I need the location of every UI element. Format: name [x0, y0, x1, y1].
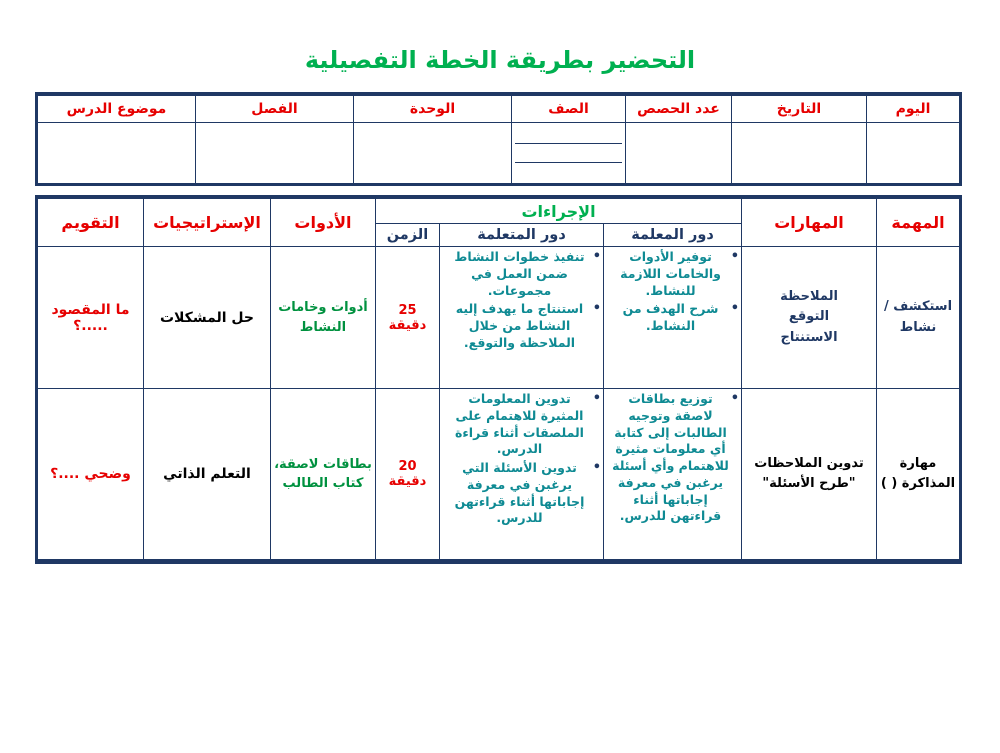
- grade-subrows: [515, 124, 622, 182]
- list-item: • توزيع بطاقات لاصقة وتوجيه الطالبات إلى كتابة أي معلومات مثيرة للاهتمام وأي أسئلة يرغبن في معرفة إجاباتها أثناء قراءتهن للدرس.: [609, 391, 732, 525]
- list-item: مهارة: [899, 455, 937, 471]
- evaluation-cell: وضحي ....؟: [36, 389, 143, 562]
- col-header-procedures: الإجراءات: [375, 197, 741, 224]
- task-cell: [877, 247, 961, 389]
- info-header-lesson-topic: موضوع الدرس: [37, 94, 196, 123]
- teacher-role-list: [607, 248, 738, 335]
- learner-role-list: [443, 390, 600, 527]
- tools-cell: بطاقات لاصقة، كتاب الطالب: [270, 389, 375, 562]
- learner-role-cell: [440, 389, 604, 562]
- info-table: [35, 92, 962, 186]
- list-item: استكشف /: [883, 299, 953, 315]
- list-item: نشاط: [899, 319, 937, 335]
- task-cell: [877, 389, 961, 562]
- plan-row-explore-activity: [36, 247, 960, 389]
- list-item: • تدوين المعلومات المثيرة للاهتمام على الملصقات أثناء قراءة الدرس.: [445, 391, 594, 458]
- info-header-lessons-count: عدد الحصص: [626, 94, 732, 123]
- info-cell-lessons-count: [626, 123, 732, 185]
- col-header-evaluation: التقويم: [36, 197, 143, 247]
- list-item: • تدوين الأسئلة التي يرغبن في معرفة إجاباتها أثناء قراءتهن للدرس.: [445, 460, 594, 527]
- col-header-skills: المهارات: [742, 197, 877, 247]
- col-header-strategies: الإستراتيجيات: [143, 197, 270, 247]
- info-cell-lesson-topic: [37, 123, 196, 185]
- evaluation-cell: ما المقصود .....؟: [36, 247, 143, 389]
- learner-role-cell: [440, 247, 604, 389]
- info-cell-unit: [354, 123, 512, 185]
- list-item: المذاكرة ( ): [880, 476, 956, 491]
- tools-cell: أدوات وخامات النشاط: [270, 247, 375, 389]
- info-cell-date: [732, 123, 867, 185]
- grade-subrow-2: [515, 144, 622, 164]
- col-header-tools: الأدوات: [270, 197, 375, 247]
- time-cell: 20 دقيقة: [375, 389, 439, 562]
- info-fill-row: [37, 123, 961, 185]
- grade-subrow-1: [515, 124, 622, 144]
- info-header-date: التاريخ: [732, 94, 867, 123]
- col-header-teacher-role: دور المعلمة: [604, 224, 742, 247]
- list-item: "طرح الأسئلة": [762, 476, 856, 491]
- info-header-unit: الوحدة: [354, 94, 512, 123]
- list-item: الملاحظة: [780, 289, 838, 305]
- col-header-time: الزمن: [375, 224, 439, 247]
- col-header-learner-role: دور المتعلمة: [440, 224, 604, 247]
- list-item: • استنتاج ما يهدف إليه النشاط من خلال الملاحظة والتوقع.: [445, 301, 594, 351]
- info-cell-day: [867, 123, 961, 185]
- teacher-role-list: [607, 390, 738, 525]
- list-item: الاستنتاج: [780, 329, 838, 345]
- plan-row-study-skill: [36, 389, 960, 562]
- skills-cell: [742, 389, 877, 562]
- col-header-task: المهمة: [877, 197, 961, 247]
- plan-header-row-1: [36, 197, 960, 224]
- skills-cell: [742, 247, 877, 389]
- teacher-role-cell: [604, 247, 742, 389]
- info-cell-semester: [196, 123, 354, 185]
- plan-table: [35, 195, 962, 564]
- info-header-row: [37, 94, 961, 123]
- list-item: • تنفيذ خطوات النشاط ضمن العمل في مجموعات.: [445, 249, 594, 299]
- list-item: التوقع: [788, 309, 830, 325]
- teacher-role-cell: [604, 389, 742, 562]
- grade-subrow-3: [515, 163, 622, 182]
- strategies-cell: التعلم الذاتي: [143, 389, 270, 562]
- info-header-day: اليوم: [867, 94, 961, 123]
- list-item: تدوين الملاحظات: [754, 455, 864, 471]
- strategies-cell: حل المشكلات: [143, 247, 270, 389]
- time-cell: 25 دقيقة: [375, 247, 439, 389]
- page-title: التحضير بطريقة الخطة التفصيلية: [304, 46, 696, 74]
- list-item: • توفير الأدوات والخامات اللازمة للنشاط.: [609, 249, 732, 299]
- info-header-semester: الفصل: [196, 94, 354, 123]
- document-page: [0, 46, 1000, 753]
- info-header-grade: الصف: [512, 94, 626, 123]
- list-item: • شرح الهدف من النشاط.: [609, 301, 732, 335]
- info-cell-grade: [512, 123, 626, 185]
- learner-role-list: [443, 248, 600, 352]
